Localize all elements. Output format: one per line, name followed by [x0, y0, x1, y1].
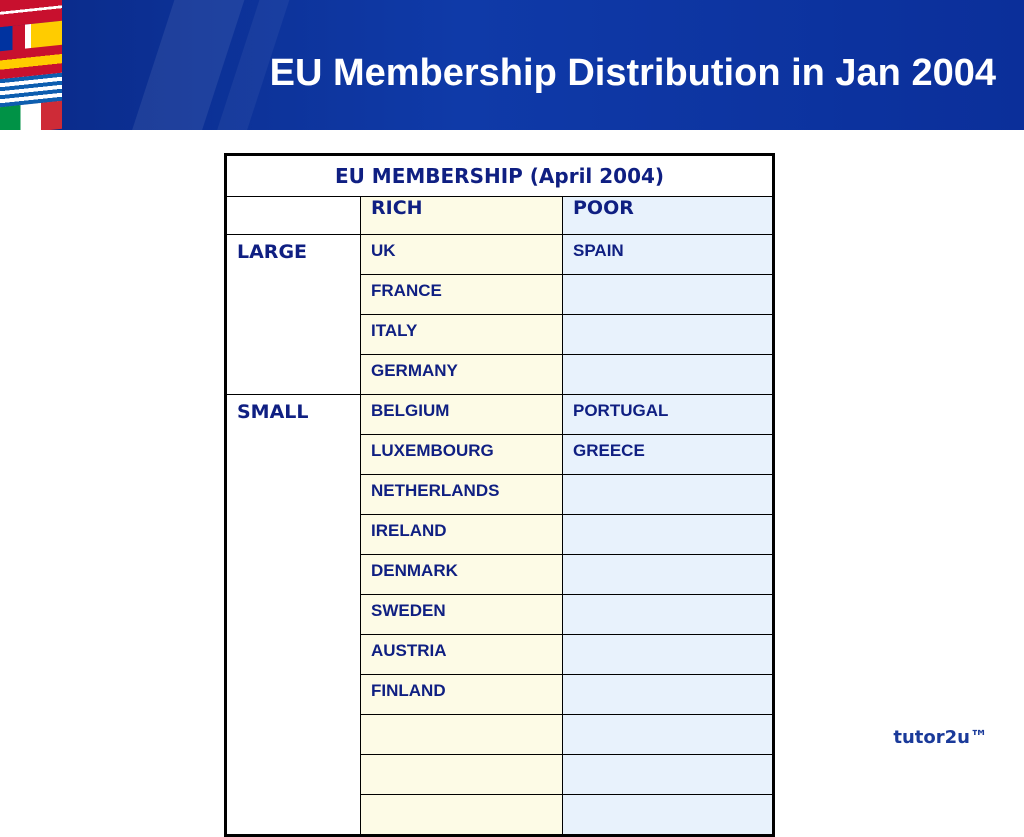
rich-cell: GERMANY: [361, 355, 563, 395]
poor-cell: [563, 755, 774, 795]
group-label-large: LARGE: [226, 235, 361, 395]
header-blank: [226, 197, 361, 235]
poor-cell: [563, 595, 774, 635]
rich-cell: ITALY: [361, 315, 563, 355]
poor-cell: [563, 675, 774, 715]
rich-cell: IRELAND: [361, 515, 563, 555]
header-rich: RICH: [361, 197, 563, 235]
slide-title: EU Membership Distribution in Jan 2004: [269, 52, 996, 94]
rich-cell: UK: [361, 235, 563, 275]
table-row: [226, 395, 774, 435]
rich-cell: NETHERLANDS: [361, 475, 563, 515]
poor-cell: GREECE: [563, 435, 774, 475]
poor-cell: [563, 715, 774, 755]
rich-cell: BELGIUM: [361, 395, 563, 435]
poor-cell: [563, 635, 774, 675]
eu-membership-table: [224, 153, 775, 837]
poor-cell: SPAIN: [563, 235, 774, 275]
group-label-small: SMALL: [226, 395, 361, 836]
rich-cell: FINLAND: [361, 675, 563, 715]
rich-cell: AUSTRIA: [361, 635, 563, 675]
rich-cell: SWEDEN: [361, 595, 563, 635]
rich-cell: [361, 795, 563, 836]
header-poor: POOR: [563, 197, 774, 235]
tutor2u-logo: tutor2u™: [893, 727, 988, 748]
table-row: [226, 235, 774, 275]
poor-cell: [563, 515, 774, 555]
rich-cell: [361, 715, 563, 755]
poor-cell: [563, 355, 774, 395]
poor-cell: [563, 555, 774, 595]
poor-cell: PORTUGAL: [563, 395, 774, 435]
eu-flags-image: [0, 0, 70, 130]
poor-cell: [563, 795, 774, 836]
slide-header-banner: [0, 0, 1024, 130]
poor-cell: [563, 475, 774, 515]
poor-cell: [563, 315, 774, 355]
rich-cell: DENMARK: [361, 555, 563, 595]
rich-cell: FRANCE: [361, 275, 563, 315]
rich-cell: LUXEMBOURG: [361, 435, 563, 475]
table-header-row: [226, 197, 774, 235]
table-caption: EU MEMBERSHIP (April 2004): [226, 155, 774, 197]
rich-cell: [361, 755, 563, 795]
poor-cell: [563, 275, 774, 315]
